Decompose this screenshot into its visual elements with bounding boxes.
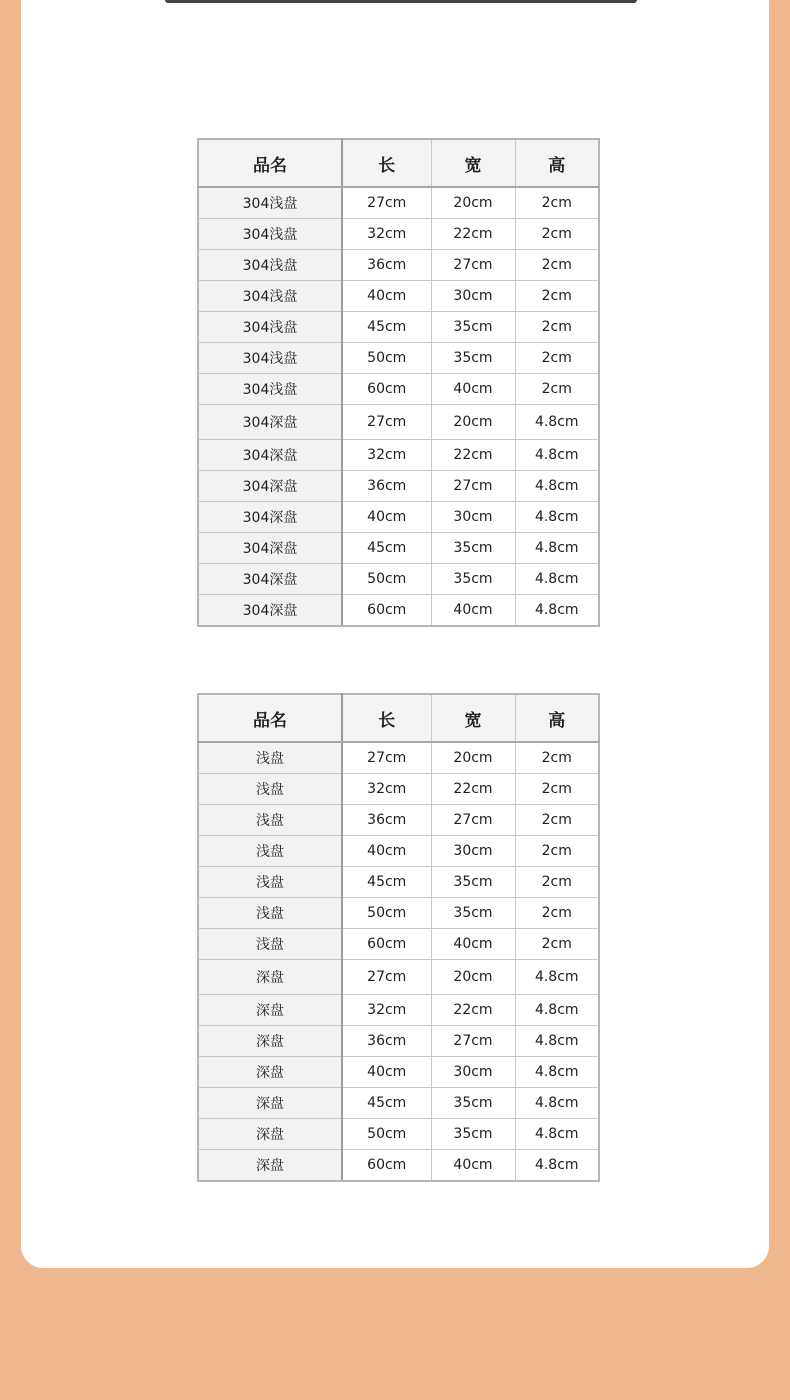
cell-width: 22cm: [431, 995, 515, 1026]
table-row: [198, 1088, 599, 1119]
table-row: [198, 867, 599, 898]
cell-height: 2cm: [515, 867, 599, 898]
cell-name: 浅盘: [198, 774, 342, 805]
table-row: [198, 343, 599, 374]
table-header-row: [198, 694, 599, 742]
cell-width: 30cm: [431, 281, 515, 312]
cell-name: 浅盘: [198, 805, 342, 836]
cell-width: 27cm: [431, 1026, 515, 1057]
cell-length: 60cm: [342, 1150, 431, 1182]
cell-width: 22cm: [431, 219, 515, 250]
cell-length: 50cm: [342, 898, 431, 929]
cell-height: 2cm: [515, 742, 599, 774]
cell-height: 4.8cm: [515, 1119, 599, 1150]
table-row: [198, 281, 599, 312]
cell-height: 2cm: [515, 187, 599, 219]
cell-height: 2cm: [515, 929, 599, 960]
header-width: 宽: [431, 139, 515, 187]
cell-length: 32cm: [342, 440, 431, 471]
cell-name: 304浅盘: [198, 374, 342, 405]
cell-name: 304浅盘: [198, 312, 342, 343]
cell-length: 60cm: [342, 595, 431, 627]
size-table-304: [197, 138, 600, 627]
cell-width: 22cm: [431, 440, 515, 471]
cell-height: 2cm: [515, 836, 599, 867]
cell-length: 36cm: [342, 805, 431, 836]
cell-width: 27cm: [431, 805, 515, 836]
cell-width: 20cm: [431, 187, 515, 219]
table-row: [198, 1150, 599, 1182]
table-row: [198, 836, 599, 867]
cell-width: 35cm: [431, 1088, 515, 1119]
cell-height: 2cm: [515, 805, 599, 836]
cell-height: 2cm: [515, 219, 599, 250]
cell-height: 4.8cm: [515, 1026, 599, 1057]
cell-height: 2cm: [515, 312, 599, 343]
cell-name: 深盘: [198, 1088, 342, 1119]
cell-name: 304深盘: [198, 502, 342, 533]
cell-height: 2cm: [515, 898, 599, 929]
table-row: [198, 929, 599, 960]
table-row: [198, 374, 599, 405]
cell-length: 50cm: [342, 1119, 431, 1150]
cell-width: 40cm: [431, 595, 515, 627]
cell-width: 35cm: [431, 343, 515, 374]
cell-length: 45cm: [342, 312, 431, 343]
cell-height: 2cm: [515, 774, 599, 805]
size-table-basic: [197, 693, 600, 1182]
cell-name: 深盘: [198, 1150, 342, 1182]
cell-name: 304浅盘: [198, 250, 342, 281]
cell-height: 4.8cm: [515, 502, 599, 533]
cell-name: 304深盘: [198, 471, 342, 502]
cell-height: 2cm: [515, 343, 599, 374]
table-row: [198, 960, 599, 995]
cell-length: 32cm: [342, 995, 431, 1026]
cell-name: 304深盘: [198, 564, 342, 595]
cell-length: 45cm: [342, 533, 431, 564]
cell-width: 35cm: [431, 867, 515, 898]
cell-width: 27cm: [431, 471, 515, 502]
header-height: 高: [515, 139, 599, 187]
table-row: [198, 805, 599, 836]
table-row: [198, 995, 599, 1026]
cell-width: 30cm: [431, 502, 515, 533]
cell-width: 35cm: [431, 1119, 515, 1150]
table-row: [198, 774, 599, 805]
table-row: [198, 564, 599, 595]
cell-width: 20cm: [431, 405, 515, 440]
cell-name: 深盘: [198, 1057, 342, 1088]
table-row: [198, 312, 599, 343]
header-length: 长: [342, 694, 431, 742]
cell-name: 深盘: [198, 995, 342, 1026]
cell-height: 4.8cm: [515, 564, 599, 595]
cell-length: 60cm: [342, 929, 431, 960]
cell-length: 50cm: [342, 343, 431, 374]
header-height: 高: [515, 694, 599, 742]
cell-width: 20cm: [431, 742, 515, 774]
cell-width: 20cm: [431, 960, 515, 995]
cell-height: 4.8cm: [515, 995, 599, 1026]
cell-name: 深盘: [198, 960, 342, 995]
header-width: 宽: [431, 694, 515, 742]
cell-name: 304浅盘: [198, 343, 342, 374]
cell-height: 4.8cm: [515, 471, 599, 502]
cell-height: 2cm: [515, 281, 599, 312]
cell-name: 浅盘: [198, 742, 342, 774]
cell-width: 27cm: [431, 250, 515, 281]
cell-width: 35cm: [431, 312, 515, 343]
table-row: [198, 250, 599, 281]
cell-name: 深盘: [198, 1119, 342, 1150]
cell-width: 35cm: [431, 564, 515, 595]
cell-length: 40cm: [342, 1057, 431, 1088]
cell-length: 32cm: [342, 219, 431, 250]
table-row: [198, 219, 599, 250]
header-name: 品名: [198, 139, 342, 187]
cell-length: 27cm: [342, 187, 431, 219]
table-row: [198, 898, 599, 929]
cell-name: 304深盘: [198, 533, 342, 564]
cell-length: 45cm: [342, 867, 431, 898]
table-header-row: [198, 139, 599, 187]
cell-name: 304浅盘: [198, 187, 342, 219]
table-row: [198, 471, 599, 502]
cell-length: 36cm: [342, 1026, 431, 1057]
cell-length: 40cm: [342, 836, 431, 867]
cell-name: 浅盘: [198, 836, 342, 867]
table-row: [198, 1119, 599, 1150]
cell-name: 浅盘: [198, 867, 342, 898]
table-row: [198, 440, 599, 471]
cell-length: 60cm: [342, 374, 431, 405]
table-row: [198, 595, 599, 627]
table-row: [198, 405, 599, 440]
cell-name: 304浅盘: [198, 281, 342, 312]
product-image-bottom-edge: [165, 0, 637, 3]
table-row: [198, 502, 599, 533]
cell-length: 36cm: [342, 471, 431, 502]
cell-height: 4.8cm: [515, 1150, 599, 1182]
cell-length: 40cm: [342, 281, 431, 312]
cell-length: 27cm: [342, 742, 431, 774]
cell-height: 4.8cm: [515, 405, 599, 440]
table-row: [198, 1057, 599, 1088]
cell-width: 35cm: [431, 533, 515, 564]
cell-name: 304深盘: [198, 405, 342, 440]
cell-height: 4.8cm: [515, 595, 599, 627]
cell-length: 45cm: [342, 1088, 431, 1119]
cell-name: 304深盘: [198, 595, 342, 627]
cell-length: 27cm: [342, 405, 431, 440]
cell-length: 32cm: [342, 774, 431, 805]
table-row: [198, 533, 599, 564]
cell-name: 深盘: [198, 1026, 342, 1057]
cell-name: 304浅盘: [198, 219, 342, 250]
cell-name: 304深盘: [198, 440, 342, 471]
cell-width: 30cm: [431, 1057, 515, 1088]
cell-width: 40cm: [431, 929, 515, 960]
cell-height: 4.8cm: [515, 533, 599, 564]
table-row: [198, 742, 599, 774]
cell-width: 30cm: [431, 836, 515, 867]
cell-name: 浅盘: [198, 929, 342, 960]
header-length: 长: [342, 139, 431, 187]
cell-length: 36cm: [342, 250, 431, 281]
cell-width: 40cm: [431, 1150, 515, 1182]
cell-width: 22cm: [431, 774, 515, 805]
cell-height: 4.8cm: [515, 1088, 599, 1119]
cell-name: 浅盘: [198, 898, 342, 929]
cell-width: 40cm: [431, 374, 515, 405]
header-name: 品名: [198, 694, 342, 742]
cell-width: 35cm: [431, 898, 515, 929]
cell-height: 4.8cm: [515, 1057, 599, 1088]
cell-length: 50cm: [342, 564, 431, 595]
cell-height: 2cm: [515, 250, 599, 281]
table-row: [198, 1026, 599, 1057]
cell-height: 4.8cm: [515, 960, 599, 995]
cell-height: 2cm: [515, 374, 599, 405]
cell-length: 27cm: [342, 960, 431, 995]
cell-length: 40cm: [342, 502, 431, 533]
table-row: [198, 187, 599, 219]
cell-height: 4.8cm: [515, 440, 599, 471]
